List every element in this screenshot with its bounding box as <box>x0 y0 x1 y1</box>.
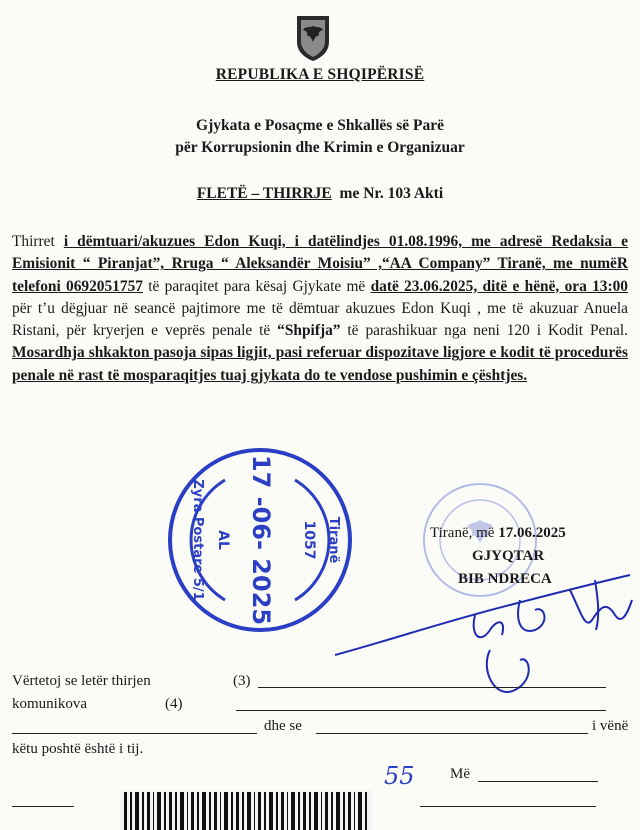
cert-line1-num: (3) <box>233 673 251 689</box>
cert-line2-num: (4) <box>165 696 183 712</box>
summons-label: FLETË – THIRRJE <box>196 185 332 202</box>
cert-line3-label: dhe se <box>264 718 302 734</box>
stamp-date: 17 -06- 2025 <box>247 454 275 626</box>
signature-date-line <box>430 525 566 542</box>
republic-title: REPUBLIKA E SHQIPËRISË <box>215 66 425 83</box>
cert-line4: këtu poshtë është i tij. <box>12 741 144 757</box>
cert-line1-label: Vërtetoj se letër thirjen <box>12 673 151 689</box>
me-blank <box>478 781 598 782</box>
body-appear: të paraqitet para kësaj Gjykate më <box>142 277 371 295</box>
non-appearance-warning: Mosardhja shkakton pasoja sipas ligjit, pasi referuar dispozitave ligjore e kodit të procedurës penale në rast të mosparaqitjes tuaj gjykata do te vendose pushimin e çështjes. <box>12 344 628 384</box>
date-prefix: Tiranë, më <box>430 525 499 541</box>
court-name-line1: Gjykata e Posaçme e Shkallës së Parë <box>196 117 444 134</box>
court-name-line2: për Korrupsionin dhe Krimin e Organizuar <box>175 139 465 156</box>
signature-blank-left <box>12 806 74 807</box>
summons-title <box>0 185 640 203</box>
stamp-city: Tiranë <box>326 516 341 564</box>
cert-line3-blank-a <box>12 733 257 734</box>
summons-number: me Nr. 103 Akti <box>339 185 444 202</box>
postal-stamp <box>165 445 355 635</box>
cert-line2-blank <box>236 710 606 711</box>
recipient-details: i dëmtuari/akuzues Edon Kuqi, i datëlindjes 01.08.1996, me adresë Redaksia e Emisionit “ Piranjat”, Rruga “ Aleksandër Moisiu” ,“AA Company” Tiranë, me numëR telefoni 0692051757 <box>12 233 629 295</box>
judge-title: GJYQTAR <box>472 548 545 564</box>
body-intro: Thirret <box>12 233 64 250</box>
handwritten-number: 55 <box>384 762 415 790</box>
barcode-icon <box>120 790 372 830</box>
body-hearing: për t’u dëgjuar në seancë pajtimore me të dëmtuar akuzues Edon Kuqi , me të akuzuar Anuela Ristani, për kryerjen e veprës penale të <box>12 299 628 340</box>
stamp-office: Zyra Postare 5/1 <box>190 479 205 601</box>
cert-line2-label: komunikova <box>12 696 87 712</box>
stamp-number: 1057 <box>301 520 317 560</box>
me-label: Më <box>450 766 470 782</box>
albania-emblem-icon <box>293 14 333 62</box>
offense-name: “Shpifja” <box>277 322 341 340</box>
body-law: të parashikuar nga neni 120 i Kodit Penal. <box>340 322 628 340</box>
cert-line1-blank <box>258 687 606 688</box>
signature-blank-right <box>420 806 596 807</box>
judge-name: BIB NDRECA <box>458 571 552 587</box>
summons-body <box>12 231 628 387</box>
cert-line3-end: i vënë <box>592 718 629 734</box>
stamp-initials: AL <box>215 530 231 550</box>
hearing-datetime: datë 23.06.2025, ditë e hënë, ora 13:00 <box>370 277 628 295</box>
signature-date: 17.06.2025 <box>498 525 566 541</box>
cert-line3-blank-b <box>316 733 588 734</box>
